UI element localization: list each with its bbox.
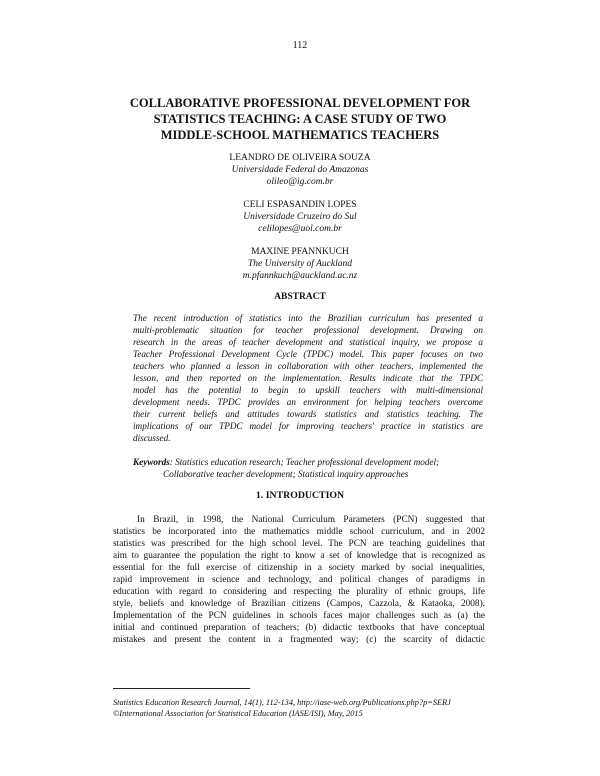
author-name: MAXINE PFANNKUCH [251, 247, 349, 257]
abstract-heading: ABSTRACT [274, 292, 326, 302]
footnote-copyright: ©International Association for Statistical Education (IASE/ISI), May, 2015 [113, 709, 363, 718]
paper-title [60, 95, 540, 143]
author-email[interactable]: celilopes@uol.com.br [258, 224, 342, 234]
author-affiliation: Universidade Federal do Amazonas [231, 165, 369, 175]
abstract-line: The recent introduction of statistics into the Brazilian curriculum has presented a [133, 313, 483, 323]
abstract-line: Teacher Professional Development Cycle (TPDC) model. This paper focuses on two [133, 349, 483, 359]
footnote-divider [113, 688, 250, 689]
section-heading: 1. INTRODUCTION [255, 490, 345, 501]
abstract-body [133, 312, 483, 444]
page-number: 112 [292, 40, 308, 51]
abstract-line: lesson, and then reported on the implementation. Results indicate that the TPDC [133, 373, 483, 383]
title-line: COLLABORATIVE PROFESSIONAL DEVELOPMENT FOR [129, 96, 471, 110]
author-name: CELI ESPASANDIN LOPES [243, 200, 357, 210]
author-email[interactable]: olileo@ig.com.br [266, 177, 334, 187]
author-affiliation: Universidade Cruzeiro do Sul [243, 212, 357, 222]
keywords-text: : Statistics education research; Teacher professional development model; [169, 457, 440, 467]
keywords-line: Collaborative teacher development; Statistical inquiry approaches [163, 469, 409, 479]
abstract-line: implications of our TPDC model for improving teachers' practice in statistics are [133, 421, 483, 431]
abstract-line: model has the potential to begin to upskill teachers with multi-dimensional [133, 385, 483, 395]
body-line: statistics was prescribed for the high school level. The PCN are teaching guidelines that [113, 539, 485, 549]
body-line: rapid improvement in science and technology, and political changes of paradigms in [113, 575, 485, 585]
abstract-line: discussed. [133, 433, 171, 443]
abstract-line: multi-problematic situation for teacher professional development. Drawing on [133, 325, 483, 335]
keywords-line [133, 456, 483, 468]
body-line: essential for the full exercise of citizenship in a society marked by social inequalities, [113, 563, 485, 573]
keywords [133, 456, 483, 480]
author-block [0, 199, 600, 235]
body-line: statistics be incorporated into the mathematics middle school curriculum, and in 2002 [113, 527, 485, 537]
title-line: STATISTICS TEACHING: A CASE STUDY OF TWO [153, 112, 447, 126]
author-affiliation: The University of Auckland [247, 259, 353, 269]
author-block [0, 246, 600, 282]
body-line: style, beliefs and knowledge of Brazilian citizens (Campos, Cazzola, & Kataoka, 2008). [113, 599, 485, 609]
author-name: LEANDRO DE OLIVEIRA SOUZA [229, 153, 371, 163]
author-email[interactable]: m.pfannkuch@auckland.ac.nz [242, 271, 358, 281]
author-block [0, 152, 600, 188]
abstract-line: development needs. TPDC provides an environment for helping teachers overcome [133, 397, 483, 407]
body-line: In Brazil, in 1998, the National Curriculum Parameters (PCN) suggested that [137, 515, 485, 525]
body-line: mistakes and present the content in a fragmented way; (c) the scarcity of didactic [113, 635, 485, 645]
body-line: education with regard to considering and respecting the plurality of ethnic groups, life [113, 587, 485, 597]
title-line: MIDDLE-SCHOOL MATHEMATICS TEACHERS [160, 128, 440, 142]
keywords-label: Keywords [133, 457, 170, 467]
body-line: initial and continued preparation of teachers; (b) didactic textbooks that have conceptual [113, 623, 485, 633]
body-line: Implementation of the PCN guidelines in schools faces major challenges such as (a) the [113, 611, 485, 621]
body-line: aim to guarantee the population the right to know a set of knowledge that is recognized as [113, 551, 485, 561]
abstract-line: teachers who planned a lesson in collaboration with other teachers, implemented the [133, 361, 483, 371]
abstract-line: research in the areas of teacher development and statistical inquiry, we propose a [133, 337, 483, 347]
footnote-citation[interactable]: Statistics Education Research Journal, 14(1), 112-134, http://iase-web.org/Publications.php?p=SERJ [113, 698, 451, 707]
introduction-body [113, 514, 485, 646]
footnote [113, 697, 513, 719]
abstract-line: their current beliefs and attitudes towards statistics and statistics teaching. The [133, 409, 483, 419]
